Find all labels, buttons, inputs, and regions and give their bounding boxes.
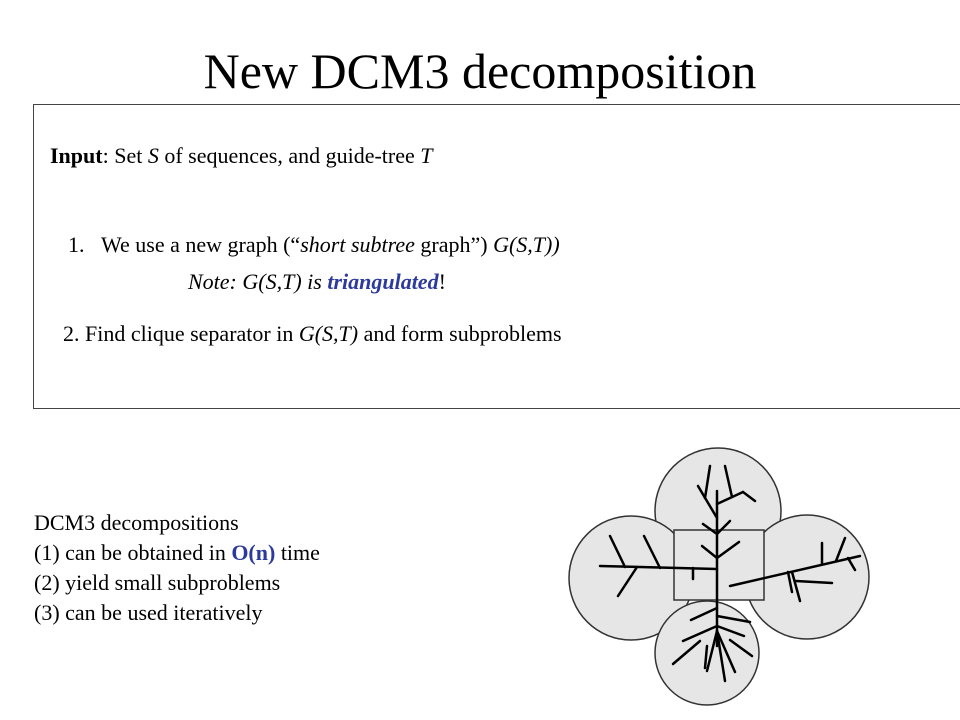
step-1-text-a: We use a new graph (“ (101, 232, 301, 257)
step-1-text-b: graph”) (414, 232, 494, 257)
step-1 (68, 231, 560, 259)
step-1-italic: short subtree (300, 232, 415, 257)
note-emphasis: triangulated (327, 269, 439, 294)
property-1-text-a: (1) can be obtained in (34, 540, 232, 565)
step-2-text-a: 2. Find clique separator in (63, 321, 299, 346)
property-2: (2) yield small subproblems (34, 570, 281, 595)
step-1-graph: G(S,T)) (493, 232, 560, 257)
input-tree-symbol: T (420, 143, 433, 168)
property-1-text-b: time (275, 540, 320, 565)
note-suffix: ! (438, 269, 446, 294)
property-3: (3) can be used iteratively (34, 600, 263, 625)
property-1 (34, 538, 320, 568)
note-prefix: Note: G(S,T) is (188, 269, 328, 294)
step-2 (63, 320, 562, 348)
decomposition-diagram (560, 446, 870, 706)
step-1-number: 1. (68, 232, 85, 257)
step-2-text-b: and form subproblems (358, 321, 562, 346)
properties-heading: DCM3 decompositions (34, 510, 239, 535)
properties-list (34, 508, 320, 628)
input-set-symbol: S (147, 143, 159, 168)
property-1-emphasis: O(n) (231, 540, 276, 565)
input-line (50, 142, 433, 170)
input-mid-text: of sequences, and guide-tree (158, 143, 421, 168)
input-text: : Set (102, 143, 148, 168)
separator-square (674, 530, 764, 600)
step-1-note (188, 268, 446, 296)
slide-title: New DCM3 decomposition (203, 43, 757, 99)
step-2-graph: G(S,T) (298, 321, 359, 346)
input-label: Input (50, 143, 103, 168)
